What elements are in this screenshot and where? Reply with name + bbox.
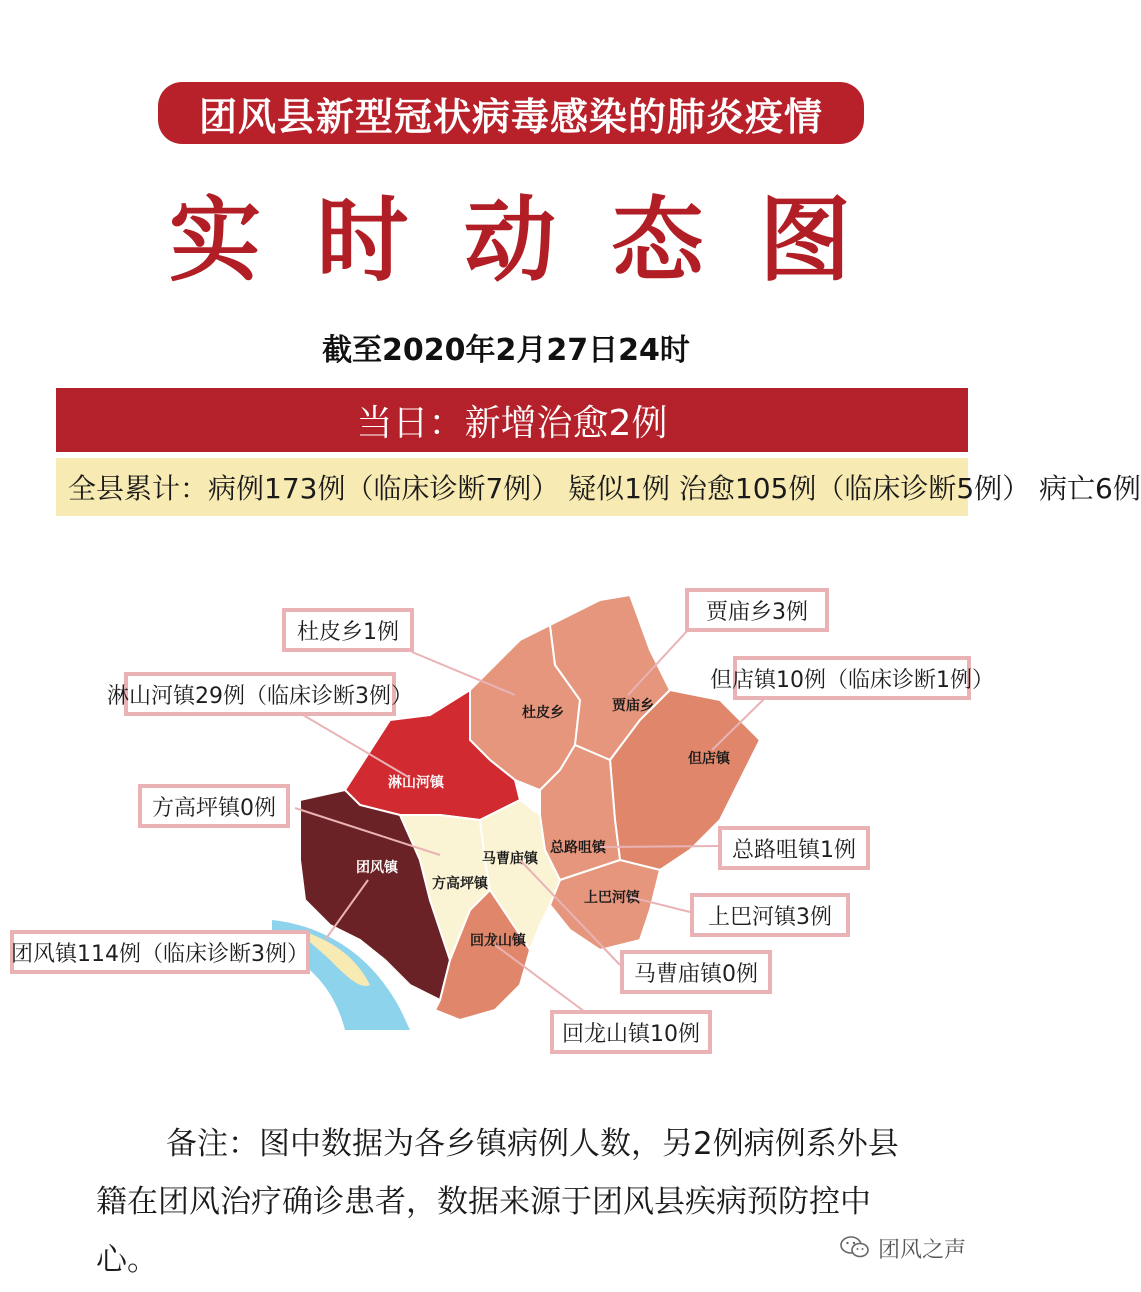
callout-dupi-text: 杜皮乡1例 [297, 619, 399, 645]
callout-linshanhe [107, 672, 413, 716]
note-paragraph [96, 1115, 956, 1289]
callout-fanggaoping [138, 784, 290, 828]
callout-dandian-text: 但店镇10例（临床诊断1例） [710, 667, 994, 693]
map-name-huilongshan: 回龙山镇 [470, 933, 526, 949]
map-name-shangbahe: 上巴河镇 [584, 890, 640, 906]
map-name-macaomiao: 马曹庙镇 [482, 851, 538, 867]
callout-zongluzui [718, 826, 870, 870]
wechat-icon [840, 1235, 870, 1261]
callout-dandian [710, 656, 994, 700]
callout-linshanhe-text: 淋山河镇29例（临床诊断3例） [107, 683, 413, 709]
cumulative-banner [56, 458, 1141, 516]
subtitle-text: 团风县新型冠状病毒感染的肺炎疫情 [198, 94, 823, 139]
note-line-1 [96, 1115, 956, 1173]
map-name-jiamiao: 贾庙乡 [612, 698, 654, 714]
title-char-3: 动 [463, 186, 556, 294]
subtitle-banner [158, 82, 864, 144]
today-banner [56, 388, 968, 452]
callout-macaomiao [620, 950, 772, 994]
note-line-1-text: 备注：图中数据为各乡镇病例人数，另2例病例系外县 [166, 1126, 899, 1162]
callout-jiamiao-text: 贾庙乡3例 [706, 599, 808, 625]
wechat-watermark [840, 1232, 966, 1264]
map-name-linshanhe: 淋山河镇 [388, 775, 444, 791]
callout-huilongshan-text: 回龙山镇10例 [562, 1021, 700, 1047]
note-line-3: 心。 [96, 1242, 158, 1278]
callout-shangbahe-text: 上巴河镇3例 [708, 904, 832, 930]
map-name-fanggaoping: 方高坪镇 [432, 876, 488, 892]
callout-tuanfeng [10, 930, 310, 974]
map-name-dandian: 但店镇 [688, 751, 730, 767]
main-title [150, 178, 870, 294]
title-char-2: 时 [316, 186, 409, 294]
callout-dupi [282, 608, 414, 652]
map-name-zongluzui: 总路咀镇 [550, 840, 606, 856]
callout-huilongshan [550, 1010, 712, 1054]
callout-zongluzui-text: 总路咀镇1例 [732, 837, 856, 863]
map-name-dupi: 杜皮乡 [522, 705, 564, 721]
map-name-tuanfeng: 团风镇 [356, 860, 398, 876]
today-text: 当日：新增治愈2例 [356, 402, 668, 444]
watermark-text: 团风之声 [878, 1237, 967, 1263]
title-char-5: 图 [758, 186, 851, 294]
as-of-date: 截至2020年2月27日24时 [322, 333, 690, 368]
callout-shangbahe [690, 893, 850, 937]
title-char-1: 实 [168, 186, 261, 294]
callout-tuanfeng-text: 团风镇114例（临床诊断3例） [11, 941, 309, 967]
cumulative-text: 全县累计：病例173例（临床诊断7例） 疑似1例 治愈105例（临床诊断5例） 病亡6例 [68, 472, 1141, 505]
title-char-4: 态 [611, 186, 704, 294]
callout-fanggaoping-text: 方高坪镇0例 [152, 795, 276, 821]
callout-macaomiao-text: 马曹庙镇0例 [634, 961, 758, 987]
note-line-2: 籍在团风治疗确诊患者，数据来源于团风县疾病预防控中 [96, 1184, 871, 1220]
callout-jiamiao [685, 588, 829, 632]
